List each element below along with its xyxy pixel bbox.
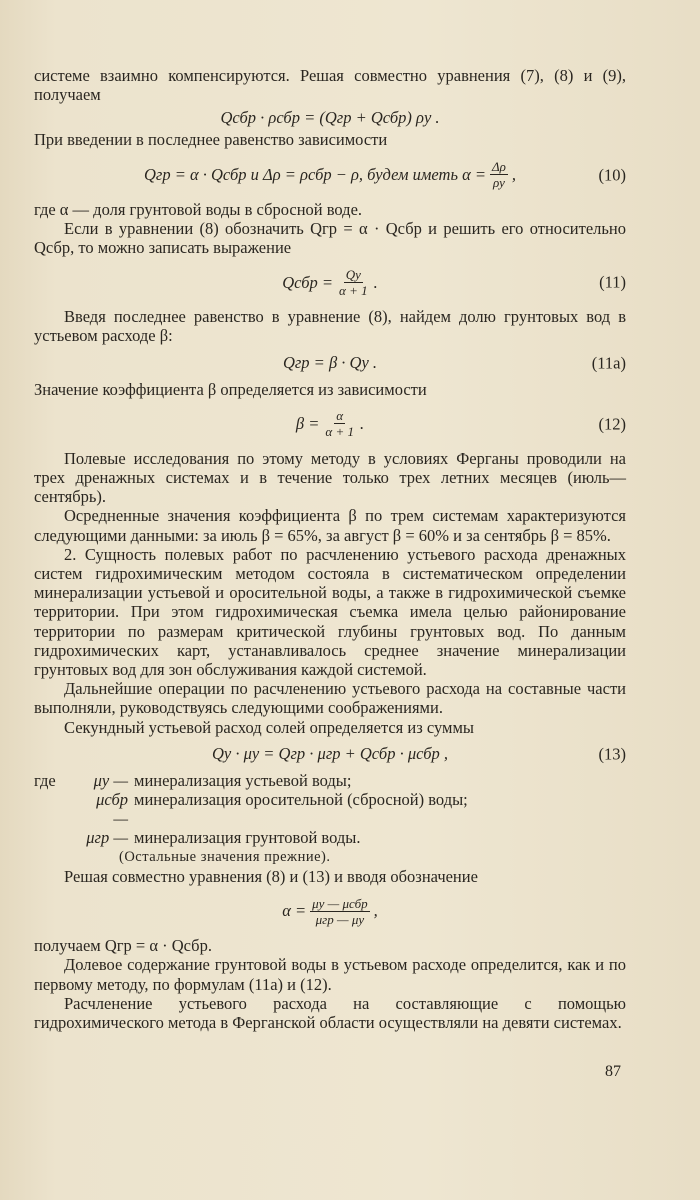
symbol: μгр — bbox=[86, 828, 128, 848]
definition-row bbox=[34, 790, 626, 828]
equation-alpha bbox=[34, 888, 626, 934]
symbol: μу — bbox=[93, 770, 128, 790]
paragraph: Решая совместно уравнения (8) и (13) и вводя обозначение bbox=[64, 866, 478, 886]
paragraph: получаем Qгр = α · Qсбр. bbox=[34, 936, 212, 956]
denominator: α + 1 bbox=[325, 424, 354, 440]
equation-text: Qсбр = bbox=[282, 272, 334, 292]
equation-number: (10) bbox=[598, 165, 626, 185]
paragraph: Секундный устьевой расход солей определяется из суммы bbox=[64, 717, 474, 737]
definitions bbox=[34, 771, 626, 867]
definition-text: минерализация оросительной (сбросной) воды; bbox=[134, 790, 468, 810]
numerator: μу — μсбр bbox=[312, 895, 368, 911]
equation-number: (12) bbox=[598, 414, 626, 434]
equation-text: Qу · μу = Qгр · μгр + Qсбр · μсбр , bbox=[211, 744, 449, 764]
definition-row bbox=[34, 828, 626, 847]
denominator: μгр — μу bbox=[315, 911, 365, 927]
equation-text: β = bbox=[295, 414, 320, 434]
symbol: μсбр — bbox=[96, 790, 128, 829]
paragraph: Значение коэффициента β определяется из зависимости bbox=[34, 379, 427, 399]
paragraph: Долевое содержание грунтовой воды в устьевом расходе определится, как и по первому методу, по формулам (11а) и (12). bbox=[34, 955, 626, 994]
equation-11 bbox=[34, 259, 626, 305]
equation-number: (11а) bbox=[591, 353, 626, 373]
definition-text: минерализация устьевой воды; bbox=[134, 770, 352, 790]
equation-text: Qгр = α · Qсбр и Δρ = ρсбр − ρ, будем иметь α = bbox=[143, 165, 487, 184]
paragraph: где α — доля грунтовой воды в сбросной воде. bbox=[34, 199, 363, 219]
fraction bbox=[490, 159, 508, 190]
fraction bbox=[323, 408, 356, 439]
denominator: α + 1 bbox=[339, 282, 368, 298]
equation-11a bbox=[34, 348, 626, 378]
paragraph: При введении в последнее равенство зависимости bbox=[34, 130, 388, 150]
definition-text: минерализация грунтовой воды. bbox=[134, 828, 361, 848]
numerator: Δρ bbox=[492, 159, 506, 175]
equation-text: , bbox=[511, 165, 517, 184]
equation-10 bbox=[34, 152, 626, 198]
where-label: где bbox=[34, 770, 56, 790]
equation-text: . bbox=[373, 272, 378, 292]
paragraph: системе взаимно компенсируются. Решая совместно уравнения (7), (8) и (9), получаем bbox=[34, 66, 626, 105]
equation-number: (11) bbox=[599, 272, 626, 292]
paragraph: Введя последнее равенство в уравнение (8), найдем долю грунтовых вод в устьевом расходе β: bbox=[34, 307, 626, 346]
equation-text: . bbox=[359, 414, 365, 434]
paragraph: Дальнейшие операции по расчленению устьевого расхода на составные части выполняли, руководствуясь следующими соображениями. bbox=[34, 679, 626, 718]
equation bbox=[34, 106, 626, 128]
denominator: ρу bbox=[492, 175, 505, 191]
fraction bbox=[337, 267, 370, 298]
page-number: 87 bbox=[605, 1063, 621, 1080]
equation-number: (13) bbox=[598, 744, 626, 764]
paragraph: 2. Сущность полевых работ по расчленению устьевого расхода дренажных систем гидрохимическим методом состояла в систематическом определении минерализации устьевой и оросительной воды, а также в гидрохимической съемке территории. При этом гидрохимическая съемка имела целью районирование территории по размерам критической глубины грунтовых вод. По данным гидрохимических карт, устанавливалось среднее значение минерализации грунтовых вод для зон обслуживания каждой системой. bbox=[34, 544, 626, 680]
paragraph: Полевые исследования по этому методу в условиях Ферганы проводили на трех дренажных системах и в течение только трех летних месяцев (июль—сентябрь). bbox=[34, 448, 626, 507]
paragraph: Если в уравнении (8) обозначить Qгр = α · Qсбр и решить его относительно Qсбр, то можно записать выражение bbox=[34, 218, 626, 258]
page-text bbox=[34, 66, 626, 1032]
equation-13 bbox=[34, 739, 626, 769]
note: (Остальные значения прежние). bbox=[119, 848, 331, 865]
equation-text: Qсбр · ρсбр = (Qгр + Qсбр) ρу . bbox=[220, 107, 440, 127]
equation-text: Qгр = β · Qу . bbox=[282, 353, 378, 373]
equation-12 bbox=[34, 401, 626, 447]
paragraph: Расчленение устьевого расхода на составляющие с помощью гидрохимического метода в Ферганской области осуществляли на девяти системах. bbox=[34, 993, 626, 1032]
numerator: α bbox=[336, 408, 344, 424]
equation-text: , bbox=[373, 901, 378, 921]
paragraph: Осредненные значения коэффициента β по трем системам характеризуются следующими данными: за июль β = 65%, за август β = 60% и за сентябрь β = 85%. bbox=[34, 506, 626, 545]
numerator: Qу bbox=[345, 266, 361, 282]
definition-row bbox=[34, 771, 626, 790]
fraction bbox=[310, 896, 370, 927]
equation-text: α = bbox=[282, 901, 307, 921]
